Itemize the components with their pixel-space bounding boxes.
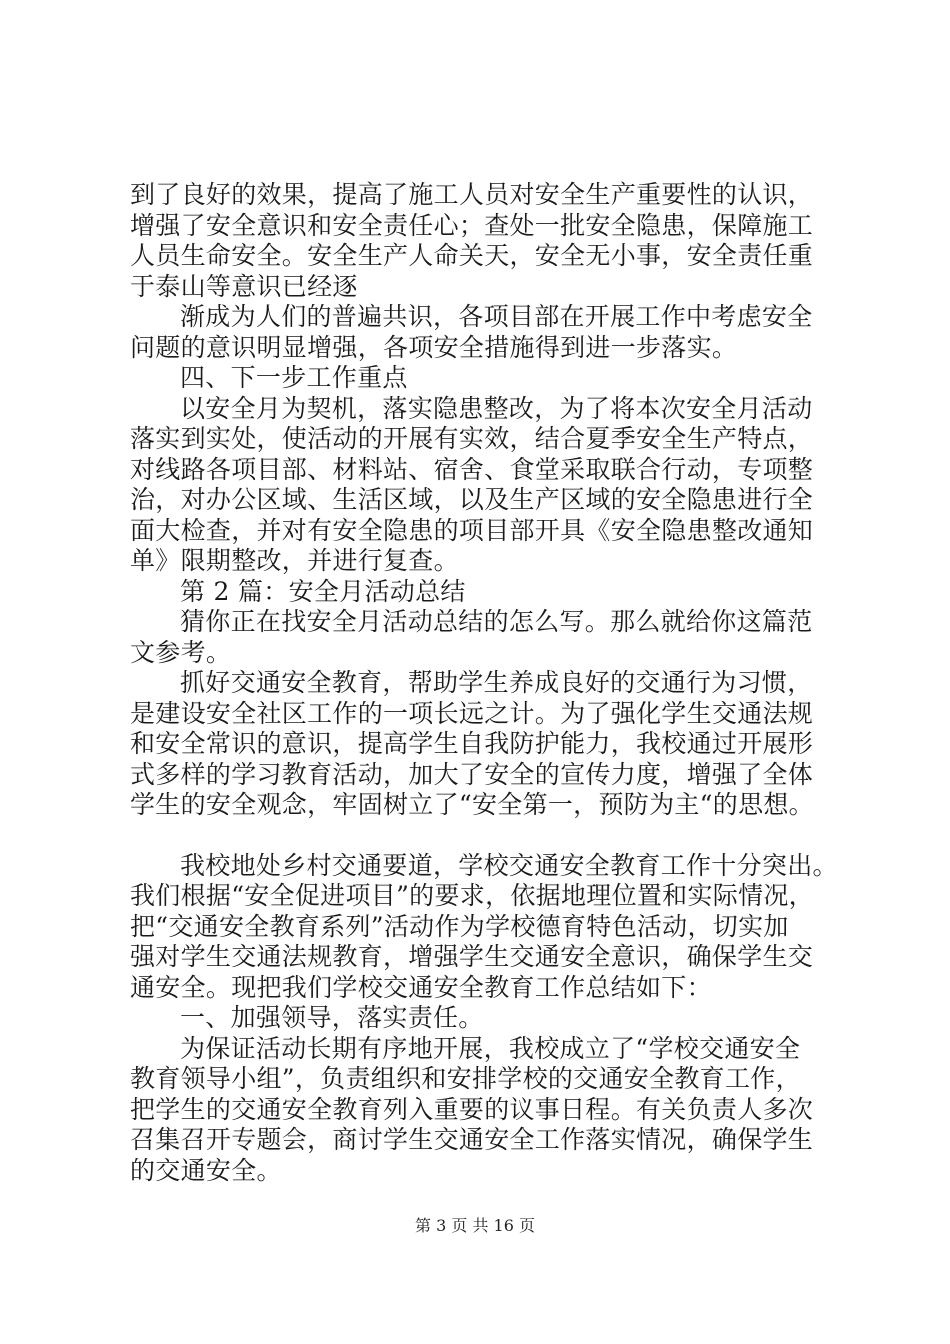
paragraph: [130, 1003, 830, 1034]
paragraph: [130, 850, 838, 1004]
paragraph: [130, 394, 830, 577]
text-line: 我们根据“安全促进项目”的要求，依据地理位置和实际情况，: [130, 881, 814, 910]
text-line: 面大检查，并对有安全隐患的项目部开具《安全隐患整改通知: [130, 515, 814, 545]
text-line: 的交通安全。: [130, 1155, 282, 1185]
text-line: 对线路各项目部、材料站、宿舍、食堂采取联合行动，专项整: [130, 454, 814, 484]
text-line: 召集召开专题会，商讨学生交通安全工作落实情况，确保学生: [130, 1125, 814, 1154]
text-line: 增强了安全意识和安全责任心；查处一批安全隐患，保障施工: [130, 210, 814, 240]
text-line: 和安全常识的意识，提高学生自我防护能力，我校通过开展形: [130, 729, 814, 758]
text-line: 把学生的交通安全教育列入重要的议事日程。有关负责人多次: [130, 1094, 814, 1124]
text-line: 学生的安全观念，牢固树立了“安全第一，预防为主“的思想。: [130, 790, 814, 819]
text-line: 通安全。现把我们学校交通安全教育工作总结如下：: [130, 972, 712, 1002]
text-line: 我校地处乡村交通要道，学校交通安全教育工作十分突出。: [180, 850, 838, 880]
text-line: 落实到实处，使活动的开展有实效，结合夏季安全生产特点，: [130, 424, 814, 453]
paragraph: [130, 607, 830, 668]
text-line: 抓好交通安全教育，帮助学生养成良好的交通行为习惯，: [180, 668, 813, 697]
text-line: 单》限期整改，并进行复查。: [130, 546, 459, 575]
text-line: 以安全月为契机，落实隐患整改，为了将本次安全月活动: [180, 393, 813, 423]
text-line: 为保证活动长期有序地开展，我校成立了“学校交通安全: [180, 1033, 801, 1063]
paragraph: [130, 302, 830, 363]
paragraph: [130, 363, 830, 394]
text-line: 一、加强领导，落实责任。: [180, 1003, 484, 1032]
paragraph-spacer: [130, 821, 830, 851]
paragraph: [130, 180, 830, 302]
text-line: 治，对办公区域、生活区域，以及生产区域的安全隐患进行全: [130, 485, 814, 514]
page-footer: 第 3 页 共 16 页: [415, 1216, 535, 1235]
text-line: 到了良好的效果，提高了施工人员对安全生产重要性的认识，: [130, 180, 814, 209]
text-line: 人员生命安全。安全生产人命关天，安全无小事，安全责任重: [130, 241, 814, 270]
paragraph: [130, 1034, 830, 1187]
text-line: 渐成为人们的普遍共识，各项目部在开展工作中考虑安全: [180, 302, 813, 331]
text-line: 问题的意识明显增强，各项安全措施得到进一步落实。: [130, 332, 738, 362]
text-line: 强对学生交通法规教育，增强学生交通安全意识，确保学生交: [130, 942, 814, 971]
text-line: 教育领导小组”，负责组织和安排学校的交通安全教育工作，: [130, 1064, 801, 1093]
text-line: 于泰山等意识已经逐: [130, 271, 358, 301]
text-line: 把“交通安全教育系列”活动作为学校德育特色活动，切实加: [130, 911, 789, 941]
paragraph: [130, 577, 830, 608]
text-line: 式多样的学习教育活动，加大了安全的宣传力度，增强了全体: [130, 759, 814, 789]
text-line: 四、下一步工作重点: [180, 363, 408, 392]
text-line: 第 2 篇：安全月活动总结: [180, 576, 466, 606]
text-line: 是建设安全社区工作的一项长远之计。为了强化学生交通法规: [130, 698, 814, 728]
text-line: 猜你正在找安全月活动总结的怎么写。那么就给你这篇范: [180, 607, 813, 636]
text-line: 文参考。: [130, 637, 232, 667]
paragraph: [130, 668, 830, 821]
document-body: [130, 180, 838, 1186]
